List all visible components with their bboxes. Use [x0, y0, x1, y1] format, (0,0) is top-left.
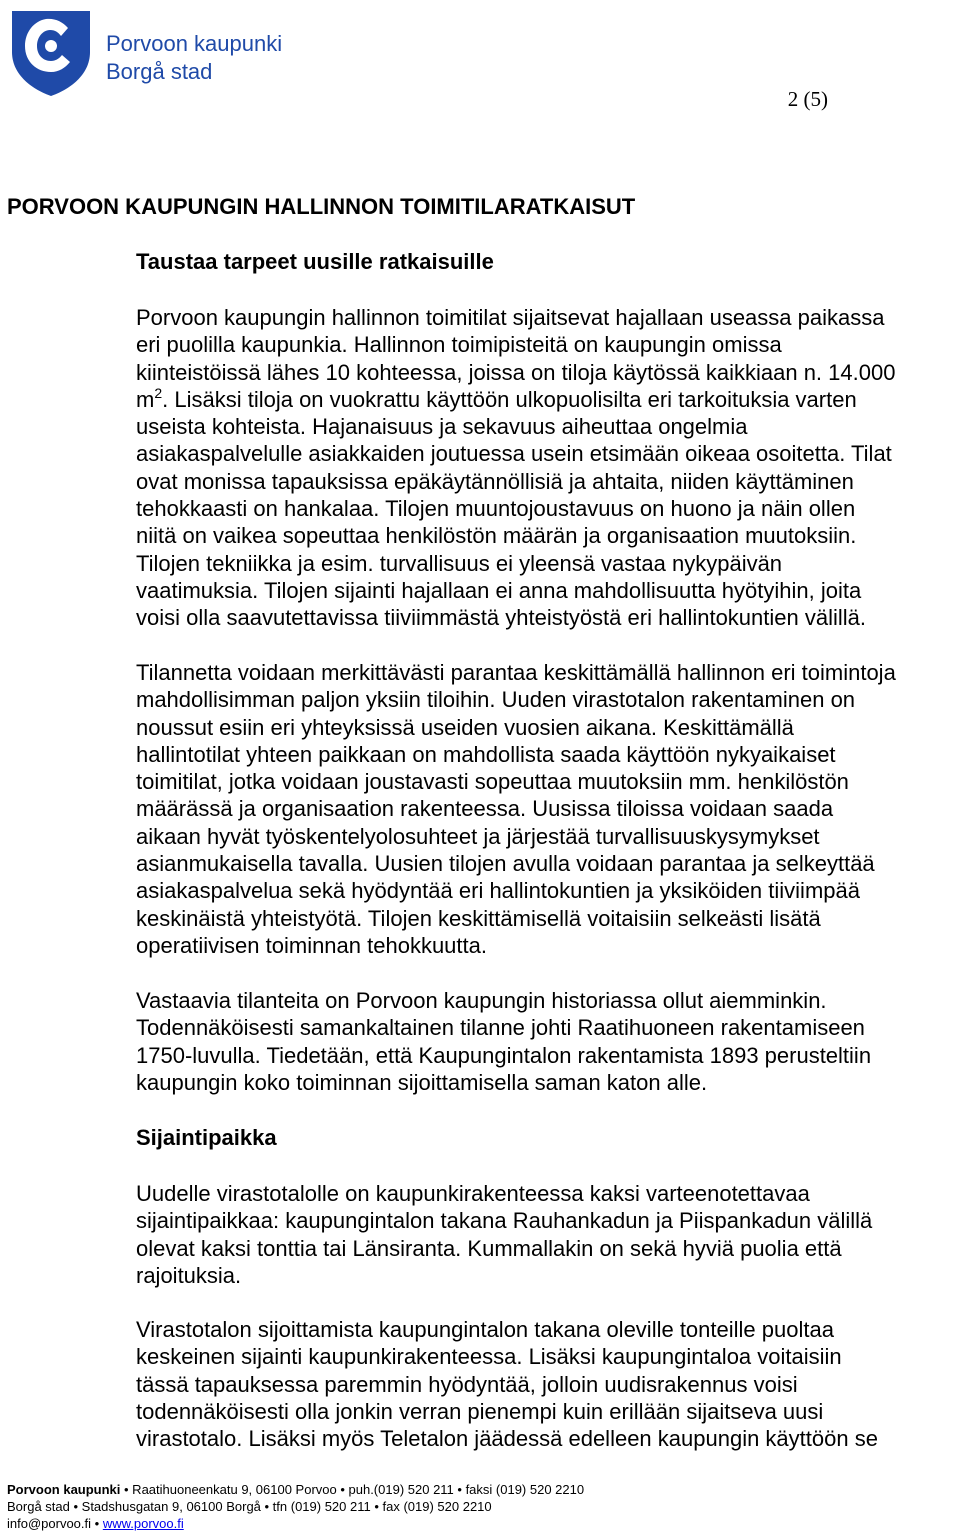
city-crest-icon	[6, 6, 96, 96]
paragraph-text: . Lisäksi tiloja on vuokrattu käyttöön ulkopuolisilta eri tarkoituksia varten useista kohteista. Hajanaisuus ja sekavuus aiheuttaa ongelmia asiakaspalvelulle asiakkaiden joutuessa usein etsimään oikeaa osoitetta. Tilat ovat monissa tapauksissa epäkäytännöllisiä ja ahtaita, niiden käyttäminen tehokkaasti on hankalaa. Tilojen muuntojoustavuus on huono ja näin ollen niitä on vaikea sopeuttaa henkilöstön määrän ja organisaation muutoksiin. Tilojen tekniikka ja esim. turvallisuus ei yleensä vastaa nykypäivän vaatimuksia. Tilojen sijainti hajallaan ei anna mahdollisuutta hyötyihin, joita voisi olla saavutettavissa tiiviimmästä yhteistyöstä eri hallintokuntien välillä.	[136, 386, 892, 631]
section-heading-background: Taustaa tarpeet uusille ratkaisuille	[136, 249, 494, 274]
paragraph-current-premises	[136, 304, 960, 632]
footer-address-sv: Borgå stad • Stadshusgatan 9, 06100 Borgå • tfn (019) 520 211 • fax (019) 520 2210	[7, 1499, 492, 1514]
footer-address-fi	[7, 1481, 584, 1498]
footer-email: info@porvoo.fi	[7, 1516, 92, 1531]
superscript: 2	[154, 384, 163, 401]
org-name-sv: Borgå stad	[106, 59, 213, 84]
paragraph-centralization: Tilannetta voidaan merkittävästi parantaa keskittämällä hallinnon eri toimintoja mahdollisimman paljon yksiin tiloihin. Uuden virastotalon rakentaminen on noussut esiin eri yhteyksissä useiden vuosien aikana. Keskittämällä hallintotilat yhteen paikkaan on mahdollista saada käyttöön nykyaikaiset toimitilat, jotka voidaan joustavasti sopeuttaa muutoksiin mm. henkilöstön määrässä ja organisaation rakenteessa. Uusissa tiloissa voidaan saada aikaan hyvät työskentelyolosuhteet ja järjestää turvallisuuskysymykset asianmukaisella tavalla. Uusien tilojen avulla voidaan parantaa ja selkeyttää asiakaspalvelua sekä hyödyntää eri hallintokuntien ja yksiköiden tiiviimpää keskinäistä yhteistyötä. Tilojen keskittämisellä voitaisiin selkeästi lisätä operatiivisen toiminnan tehokkuutta.	[136, 660, 896, 958]
footer-links	[7, 1515, 584, 1532]
org-name-fi: Porvoon kaupunki	[106, 31, 283, 56]
organization-name	[106, 30, 282, 86]
section-heading-location: Sijaintipaikka	[136, 1125, 277, 1150]
paragraph-location-options: Uudelle virastotalolle on kaupunkirakenteessa kaksi varteenotettavaa sijaintipaikkaa: kaupungintalon takana Rauhankadun ja Piispankadun välillä olevat kaksi tonttia tai Länsiranta. Kummallakin on sekä hyviä puolia että rajoituksia.	[136, 1181, 873, 1288]
footer-separator: •	[91, 1516, 103, 1531]
footer-contact-fi: • Raatihuoneenkatu 9, 06100 Porvoo • puh.(019) 520 211 • faksi (019) 520 2210	[120, 1482, 585, 1497]
footer-website-link[interactable]: www.porvoo.fi	[102, 1516, 184, 1531]
document-title: PORVOON KAUPUNGIN HALLINNON TOIMITILARATKAISUT	[7, 194, 636, 219]
paragraph-city-hall-site: Virastotalon sijoittamista kaupungintalon takana oleville tonteille puoltaa keskeinen sijainti kaupunkirakenteessa. Lisäksi kaupungintaloa voitaisiin tässä tapauksessa paremmin hyödyntää, jolloin uudisrakennus voisi todennäköisesti olla jonkin verran pienempi kuin erillään sijaitseva uusi virastotalo. Lisäksi myös Teletalon jäädessä edelleen kaupungin käyttöön se	[136, 1317, 878, 1452]
paragraph-text: Porvoon kaupungin hallinnon toimitilat sijaitsevat hajallaan useassa paikassa eri puolilla kaupunkia. Hallinnon toimipisteitä on kaupungin omissa kiinteistöissä lähes 10 kohteessa, joissa on tiloja käytössä kaikkiaan n. 14.000 m	[136, 305, 896, 412]
page-number: 2 (5)	[787, 87, 828, 111]
footer-org-name: Porvoon kaupunki	[7, 1482, 121, 1497]
page-footer	[7, 1481, 584, 1532]
paragraph-history: Vastaavia tilanteita on Porvoon kaupungin historiassa ollut aiemminkin. Todennäköisesti samankaltainen tilanne johti Raatihuoneen rakentamiseen 1750-luvulla. Tiedetään, että Kaupungintalon rakentamista 1893 perusteltiin kaupungin koko toiminnan sijoittamisella saman katon alle.	[136, 988, 872, 1095]
